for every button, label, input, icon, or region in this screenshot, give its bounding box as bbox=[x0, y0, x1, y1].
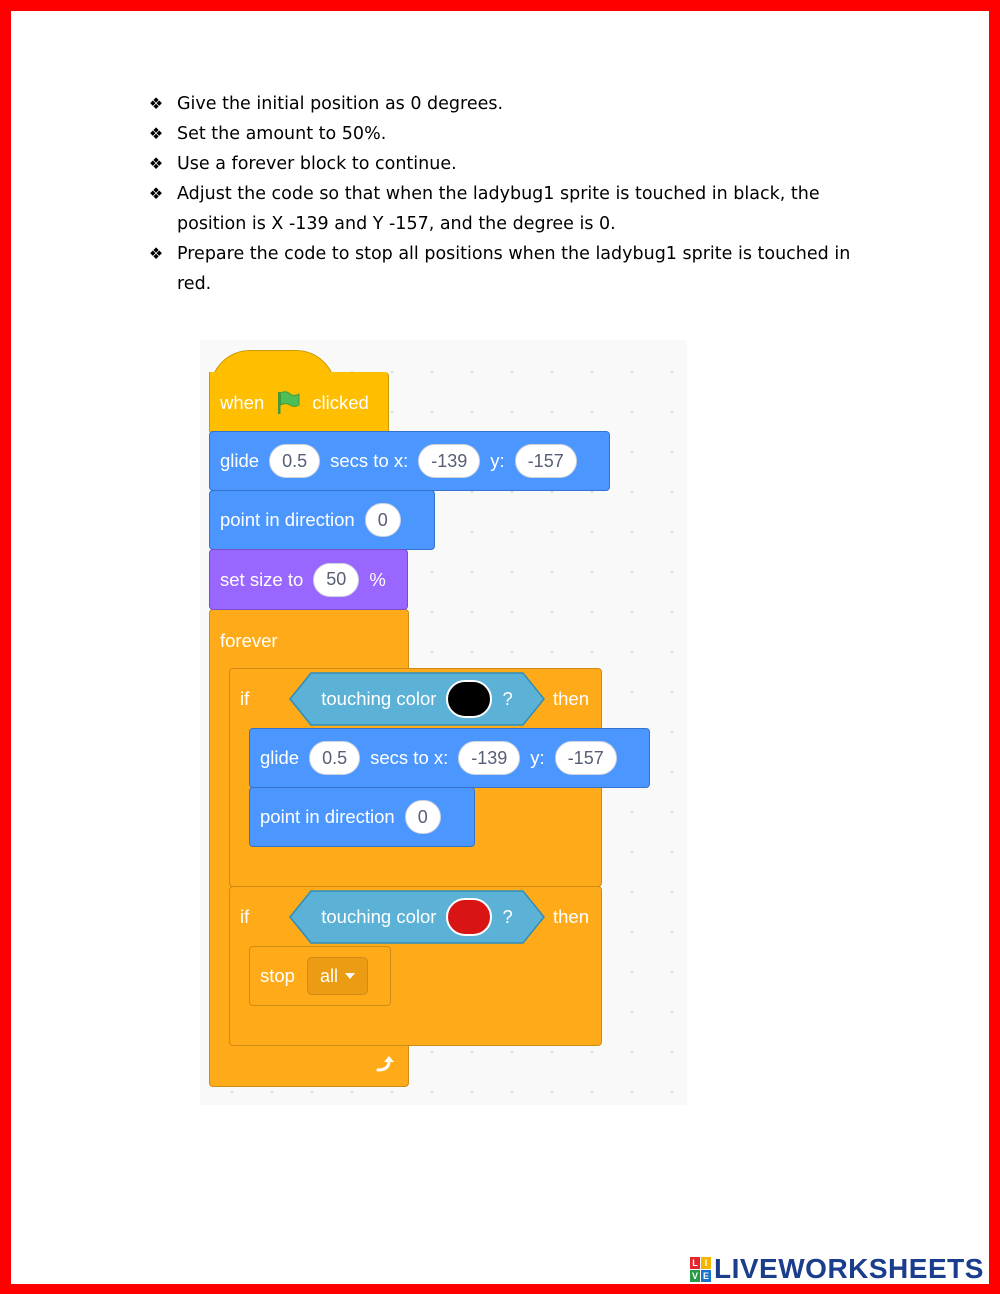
glide-y-input[interactable]: -157 bbox=[515, 444, 577, 478]
instruction-item: ❖ Adjust the code so that when the ladybug1 sprite is touched in black, the position is X -139 and Y -157, and the degree is 0. bbox=[146, 179, 886, 239]
diamond-bullet-icon: ❖ bbox=[148, 154, 164, 173]
instruction-list bbox=[146, 89, 886, 299]
logo-mark: L I V E bbox=[691, 1257, 709, 1281]
glide-x-input[interactable]: -139 bbox=[458, 741, 520, 775]
stop-option-dropdown[interactable]: all bbox=[307, 957, 368, 995]
glide-secs-input[interactable]: 0.5 bbox=[269, 444, 320, 478]
touching-color-condition[interactable]: touching color ? bbox=[289, 890, 545, 944]
if-label: if bbox=[240, 687, 250, 709]
green-flag-icon bbox=[274, 389, 302, 417]
liveworksheets-logo bbox=[690, 1254, 984, 1284]
diamond-bullet-icon: ❖ bbox=[148, 94, 164, 113]
instruction-item: ❖ Give the initial position as 0 degrees. bbox=[146, 89, 886, 119]
chevron-down-icon bbox=[345, 973, 355, 979]
instruction-item: ❖ Set the amount to 50%. bbox=[146, 119, 886, 149]
red-color-swatch[interactable] bbox=[446, 898, 492, 936]
logo-text: LIVEWORKSHEETS bbox=[714, 1253, 984, 1284]
glide-y-input[interactable]: -157 bbox=[555, 741, 617, 775]
size-input[interactable]: 50 bbox=[313, 563, 359, 597]
if-label: if bbox=[240, 905, 250, 927]
when-flag-clicked-block[interactable]: when clicked bbox=[209, 372, 389, 434]
diamond-bullet-icon: ❖ bbox=[148, 124, 164, 143]
direction-input[interactable]: 0 bbox=[365, 503, 401, 537]
point-in-direction-block[interactable]: point in direction 0 bbox=[209, 490, 435, 550]
then-label: then bbox=[553, 687, 590, 709]
diamond-bullet-icon: ❖ bbox=[148, 184, 164, 203]
instruction-item: ❖ Prepare the code to stop all positions when the ladybug1 sprite is touched in red. bbox=[146, 239, 886, 299]
then-label: then bbox=[553, 905, 590, 927]
loop-arrow-icon bbox=[373, 1052, 397, 1076]
diamond-bullet-icon: ❖ bbox=[148, 244, 164, 263]
stop-block[interactable]: stop all bbox=[249, 946, 391, 1006]
glide-x-input[interactable]: -139 bbox=[418, 444, 480, 478]
instruction-item: ❖ Use a forever block to continue. bbox=[146, 149, 886, 179]
point-in-direction-block[interactable]: point in direction 0 bbox=[249, 787, 475, 847]
black-color-swatch[interactable] bbox=[446, 680, 492, 718]
direction-input[interactable]: 0 bbox=[405, 800, 441, 834]
glide-secs-input[interactable]: 0.5 bbox=[309, 741, 360, 775]
glide-block[interactable]: glide 0.5 secs to x: -139 y: -157 bbox=[209, 431, 610, 491]
set-size-block[interactable]: set size to 50 % bbox=[209, 549, 408, 610]
touching-color-condition[interactable]: touching color ? bbox=[289, 672, 545, 726]
forever-label: forever bbox=[220, 630, 278, 651]
glide-block[interactable]: glide 0.5 secs to x: -139 y: -157 bbox=[249, 728, 650, 788]
